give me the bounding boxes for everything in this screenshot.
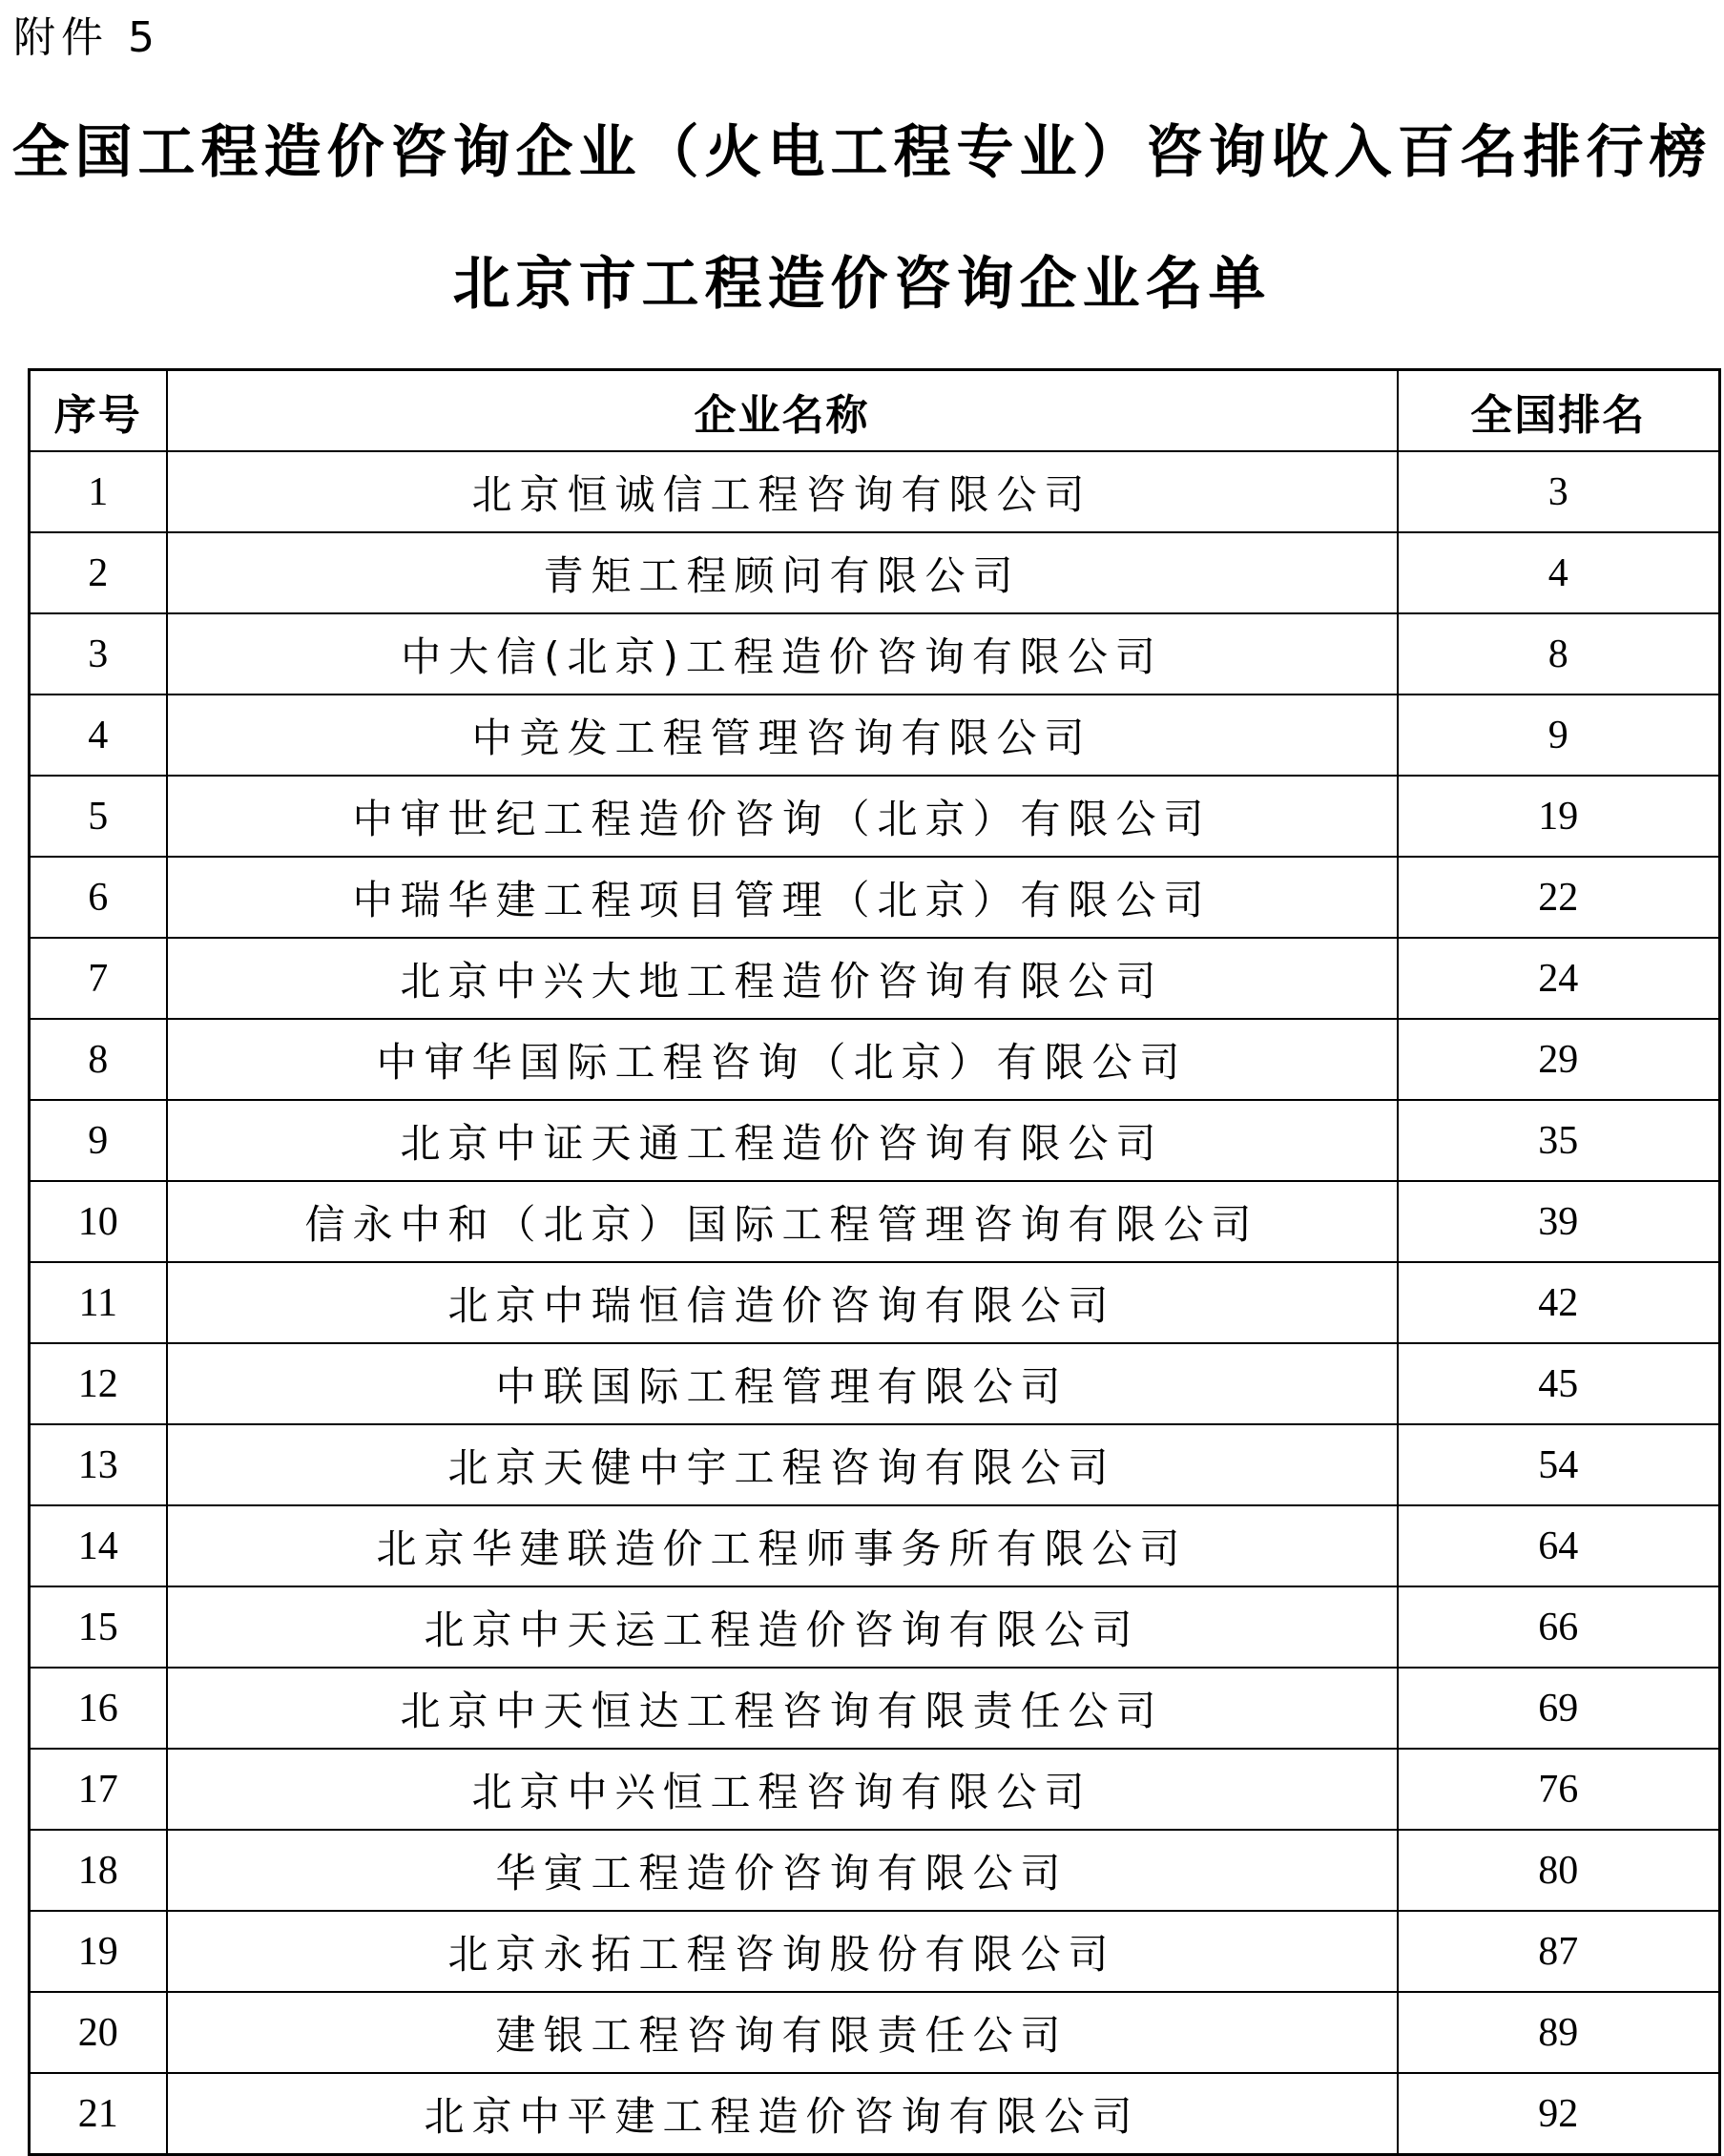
table-row [30,1911,1720,1992]
table-row [30,694,1720,776]
row-company-name: 北京华建联造价工程师事务所有限公司 [167,1505,1398,1586]
row-national-rank: 89 [1398,1992,1720,2073]
row-index: 14 [30,1505,167,1586]
row-company-name: 中审世纪工程造价咨询（北京）有限公司 [167,776,1398,857]
row-index: 19 [30,1911,167,1992]
row-company-name: 青矩工程顾问有限公司 [167,532,1398,613]
row-company-name: 中瑞华建工程项目管理（北京）有限公司 [167,857,1398,938]
row-national-rank: 42 [1398,1262,1720,1343]
row-national-rank: 64 [1398,1505,1720,1586]
table-row [30,1586,1720,1668]
row-national-rank: 4 [1398,532,1720,613]
row-national-rank: 87 [1398,1911,1720,1992]
table-row [30,1181,1720,1262]
row-national-rank: 66 [1398,1586,1720,1668]
row-index: 7 [30,938,167,1019]
row-index: 18 [30,1830,167,1911]
row-company-name: 北京永拓工程咨询股份有限公司 [167,1911,1398,1992]
table-row [30,1424,1720,1505]
table-row [30,1262,1720,1343]
header-national-rank: 全国排名 [1398,370,1720,452]
row-national-rank: 35 [1398,1100,1720,1181]
row-index: 20 [30,1992,167,2073]
row-national-rank: 80 [1398,1830,1720,1911]
row-index: 5 [30,776,167,857]
table-row [30,1668,1720,1749]
document-title: 全国工程造价咨询企业（火电工程专业）咨询收入百名排行榜 [11,119,1713,186]
row-index: 2 [30,532,167,613]
row-index: 3 [30,613,167,694]
row-index: 8 [30,1019,167,1100]
row-company-name: 北京恒诚信工程咨询有限公司 [167,451,1398,532]
row-index: 15 [30,1586,167,1668]
row-national-rank: 19 [1398,776,1720,857]
row-index: 13 [30,1424,167,1505]
row-index: 11 [30,1262,167,1343]
row-national-rank: 8 [1398,613,1720,694]
attachment-label: 附件 5 [13,13,160,62]
table-row [30,1019,1720,1100]
row-index: 6 [30,857,167,938]
row-company-name: 北京中证天通工程造价咨询有限公司 [167,1100,1398,1181]
document-subtitle: 北京市工程造价咨询企业名单 [452,251,1272,318]
row-company-name: 北京中天运工程造价咨询有限公司 [167,1586,1398,1668]
table-row [30,1343,1720,1424]
row-index: 9 [30,1100,167,1181]
table-row [30,613,1720,694]
table-row [30,857,1720,938]
table-row [30,776,1720,857]
row-national-rank: 45 [1398,1343,1720,1424]
row-company-name: 中大信(北京)工程造价咨询有限公司 [167,613,1398,694]
row-national-rank: 9 [1398,694,1720,776]
row-company-name: 北京中平建工程造价咨询有限公司 [167,2073,1398,2155]
row-company-name: 中审华国际工程咨询（北京）有限公司 [167,1019,1398,1100]
table-row [30,1830,1720,1911]
row-index: 21 [30,2073,167,2155]
header-company-name: 企业名称 [167,370,1398,452]
row-index: 16 [30,1668,167,1749]
row-company-name: 北京天健中宇工程咨询有限公司 [167,1424,1398,1505]
table-row [30,2073,1720,2155]
row-index: 4 [30,694,167,776]
row-company-name: 北京中兴恒工程咨询有限公司 [167,1749,1398,1830]
row-company-name: 华寅工程造价咨询有限公司 [167,1830,1398,1911]
table-header-row [30,370,1720,452]
table-row [30,1992,1720,2073]
header-index: 序号 [30,370,167,452]
row-national-rank: 76 [1398,1749,1720,1830]
row-national-rank: 29 [1398,1019,1720,1100]
row-company-name: 信永中和（北京）国际工程管理咨询有限公司 [167,1181,1398,1262]
row-index: 10 [30,1181,167,1262]
row-index: 12 [30,1343,167,1424]
row-index: 17 [30,1749,167,1830]
row-company-name: 北京中瑞恒信造价咨询有限公司 [167,1262,1398,1343]
table-row [30,451,1720,532]
row-company-name: 中联国际工程管理有限公司 [167,1343,1398,1424]
row-company-name: 中竞发工程管理咨询有限公司 [167,694,1398,776]
row-national-rank: 24 [1398,938,1720,1019]
row-national-rank: 3 [1398,451,1720,532]
company-ranking-table [28,368,1721,2156]
row-national-rank: 54 [1398,1424,1720,1505]
table-row [30,532,1720,613]
row-company-name: 北京中兴大地工程造价咨询有限公司 [167,938,1398,1019]
table-row [30,1505,1720,1586]
row-national-rank: 92 [1398,2073,1720,2155]
row-index: 1 [30,451,167,532]
row-national-rank: 69 [1398,1668,1720,1749]
row-company-name: 建银工程咨询有限责任公司 [167,1992,1398,2073]
table-row [30,938,1720,1019]
table-row [30,1100,1720,1181]
row-national-rank: 39 [1398,1181,1720,1262]
table-row [30,1749,1720,1830]
table-body [30,451,1720,2155]
row-company-name: 北京中天恒达工程咨询有限责任公司 [167,1668,1398,1749]
row-national-rank: 22 [1398,857,1720,938]
